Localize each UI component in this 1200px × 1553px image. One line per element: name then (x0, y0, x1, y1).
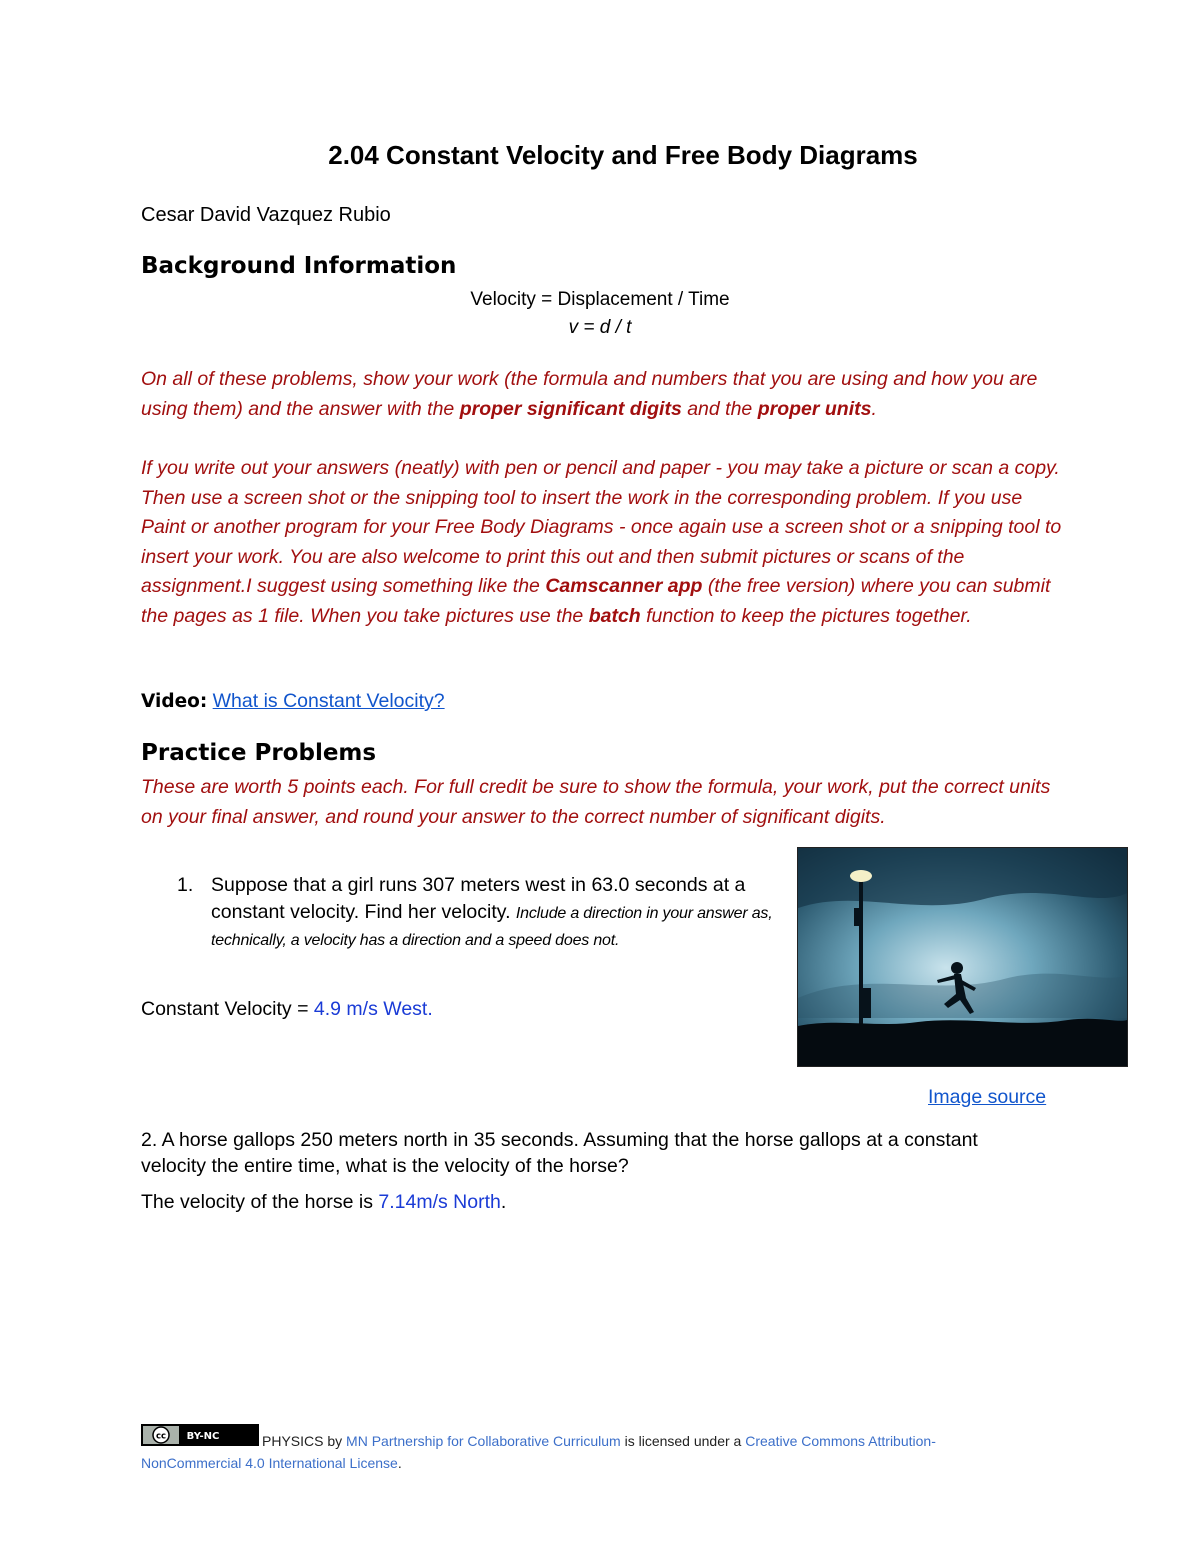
velocity-formula-symbols: v = d / t (568, 317, 632, 338)
practice-heading: Practice Problems (141, 740, 377, 766)
svg-text:cc: cc (155, 1431, 167, 1442)
answer-2-value: 7.14m/s North (378, 1191, 501, 1213)
question-1-note: Include a direction in your answer as, technically, a velocity has a direction and a speed does not. (211, 905, 773, 949)
practice-intro: These are worth 5 points each. For full credit be sure to show the formula, your work, put the correct units on your final answer, and round your answer to the correct number of significant digits. (141, 776, 1051, 828)
license-link[interactable]: Creative Commons Attribution-NonCommercial 4.0 International License (141, 1433, 936, 1471)
org-link[interactable]: MN Partnership for Collaborative Curriculum (346, 1433, 621, 1449)
answer-2: The velocity of the horse is 7.14m/s North. (141, 1191, 507, 1213)
answer-1-value: 4.9 m/s West. (313, 998, 433, 1020)
question-1-text: Suppose that a girl runs 307 meters west in 63.0 seconds at a constant velocity. Find her velocity. (211, 874, 746, 923)
author-name: Cesar David Vazquez Rubio (141, 204, 391, 226)
background-heading: Background Information (141, 253, 457, 279)
emphasis-significant-digits: proper significant digits (459, 397, 682, 420)
question-1 (141, 872, 781, 953)
question-1-number: 1. (177, 874, 194, 896)
document-title: 2.04 Constant Velocity and Free Body Diagrams (328, 140, 918, 170)
license-footer: PHYSICS by MN Partnership for Collaborative Curriculum is licensed under a Creative Commons Attribution-NonCommercial 4.0 International License. (141, 1433, 936, 1471)
video-line (141, 690, 445, 713)
running-girl-photo (797, 847, 1128, 1067)
answer-2-label: The velocity of the horse is (141, 1191, 379, 1213)
answer-1 (141, 998, 433, 1021)
instructions-paragraph-2: If you write out your answers (neatly) with pen or pencil and paper - you may take a picture or scan a copy. Then use a screen shot or the snipping tool to insert the work in the corresponding problem. If you use Paint or another program for your Free Body Diagrams - once again use a screen shot or a snipping tool to insert your work. You are also welcome to print this out and then submit pictures or scans of the assignment.I suggest using something like the Camscanner app (the free version) where you can submit the pages as 1 file. When you take pictures use the batch function to keep the pictures together. (141, 457, 1062, 627)
velocity-formula-words: Velocity = Displacement / Time (470, 289, 730, 310)
emphasis-batch: batch (588, 604, 641, 627)
video-label: Video: (141, 691, 208, 712)
emphasis-camscanner: Camscanner app (545, 575, 703, 597)
cc-badge-text: BY-NC (186, 1431, 220, 1442)
image-source-link[interactable]: Image source (928, 1086, 1047, 1108)
instructions-paragraph-1: On all of these problems, show your work (the formula and numbers that you are using and how you are using them) and the answer with the proper significant digits and the proper units. (141, 368, 1038, 420)
video-link[interactable]: What is Constant Velocity? (212, 690, 445, 712)
emphasis-units: proper units (757, 397, 872, 420)
question-2: 2. A horse gallops 250 meters north in 35 seconds. Assuming that the horse gallops at a constant velocity the entire time, what is the velocity of the horse? (141, 1129, 978, 1177)
answer-1-label: Constant Velocity = (141, 998, 314, 1020)
